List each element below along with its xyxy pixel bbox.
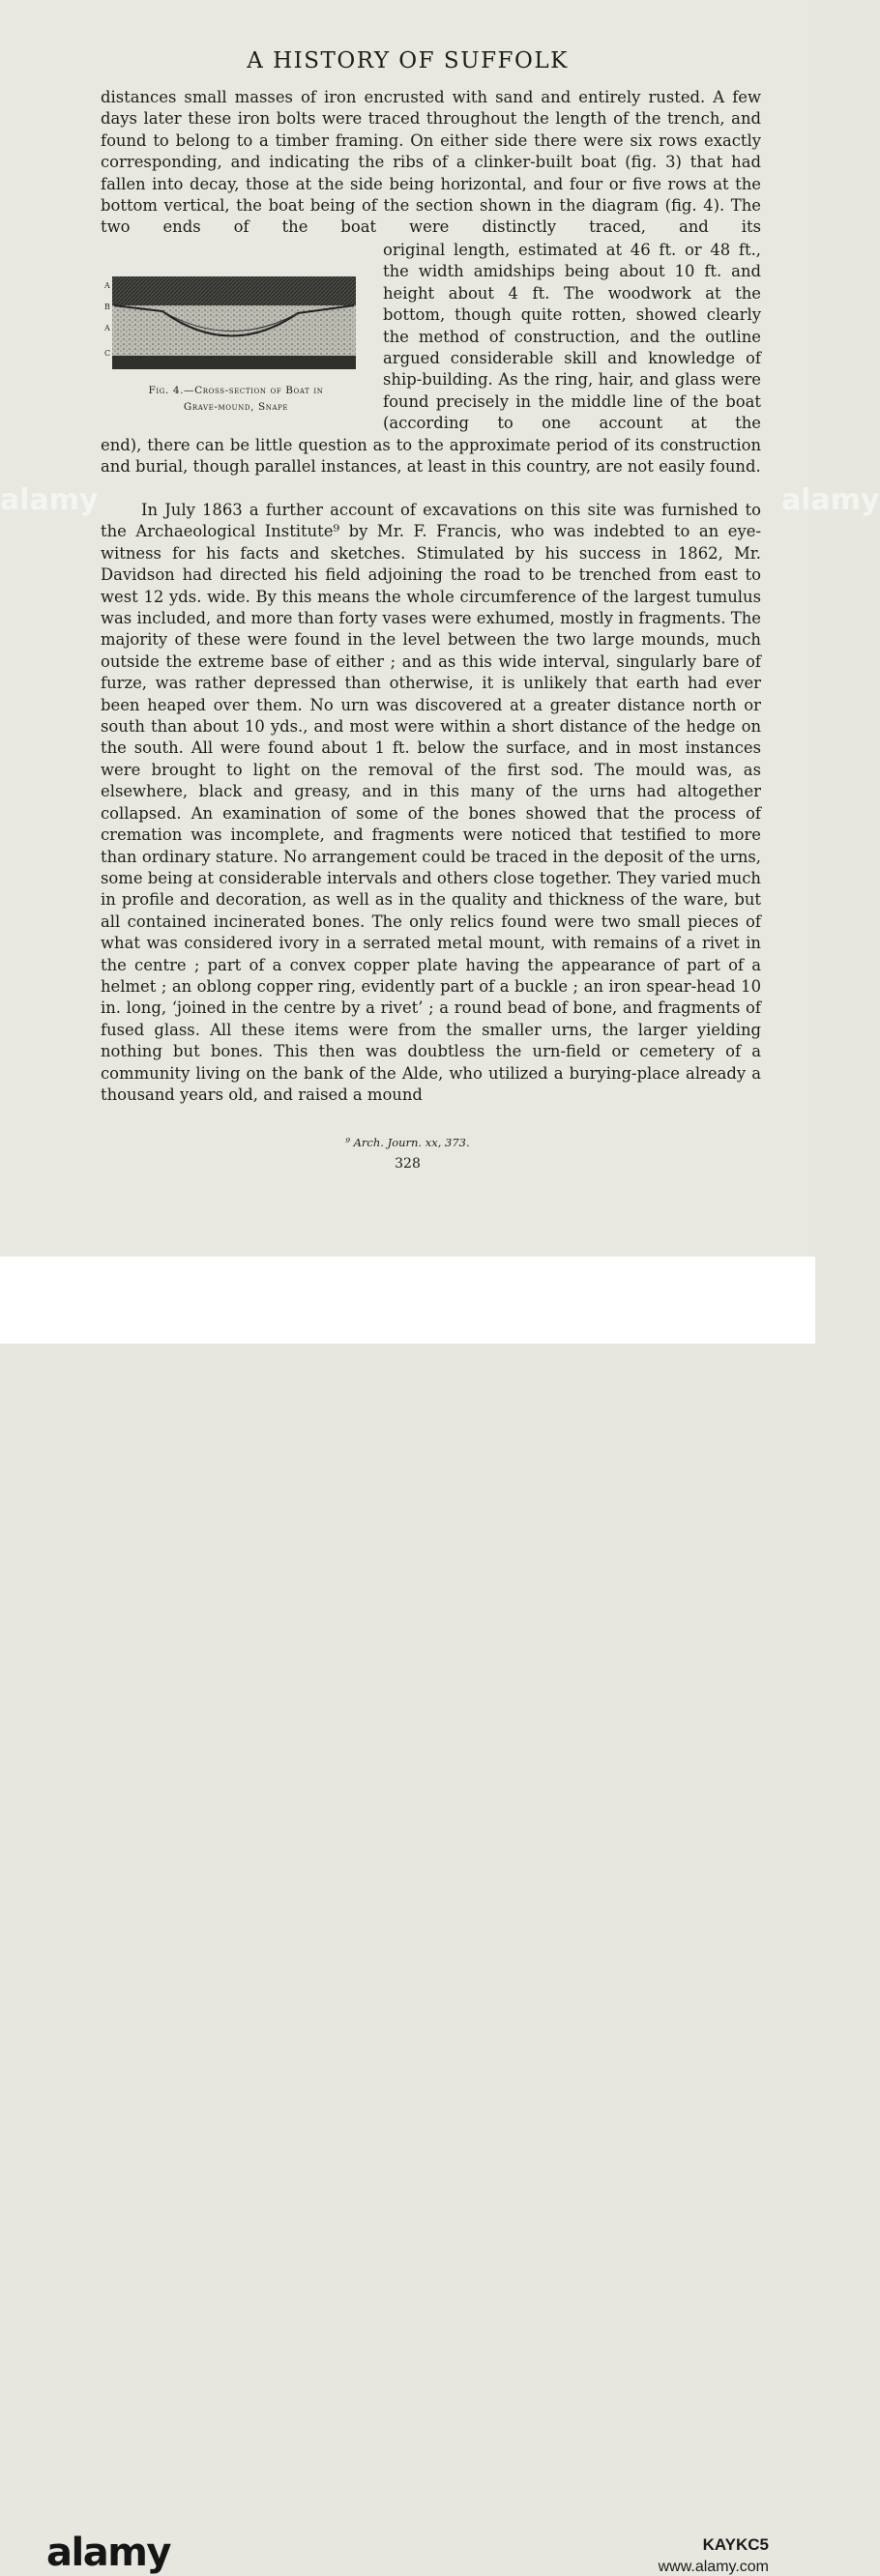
caption-line-2: Grave-mound, Snape	[183, 401, 289, 413]
stock-footer	[0, 1257, 815, 2575]
book-page	[0, 0, 880, 1257]
boat-cross-section-illustration	[104, 275, 361, 371]
paragraph-1-top: distances small masses of iron encrusted with sand and entirely rusted. A few days later these iron bolts were traced throughout the length of the trench, and found to belong to a timber framing. On either side there were six rows exactly corresponding, and indicating the ribs of a clinker-built boat (fig. 3) that had fallen into decay, those at the side being horizontal, and four or five rows at the bottom vertical, the boat being of the section shown in the diagram (fig. 4). The two ends of the boat were distinctly traced, and its	[101, 88, 761, 237]
caption-line-1: Fig. 4.—Cross-section of Boat in	[148, 385, 324, 396]
watermark-left: alamy	[0, 483, 99, 517]
running-head: A HISTORY OF SUFFOLK	[247, 48, 569, 73]
mound-soil-layer	[112, 276, 356, 305]
paragraph-2: In July 1863 a further account of excavations on this site was furnished to the Archaeological Institute⁹ by Mr. F. Francis, who was indebted to an eye-witness for his facts and sketches. Stimulated by his success in 1862, Mr. Davidson had directed his field adjoining the road to be trenched from east to west 12 yds. wide. By this means the whole circumference of the largest tumulus was included, and more than forty vases were exhumed, mostly in fragments. The majority of these were found in the level between the two large mounds, much outside the extreme base of either ; and as this wide interval, singularly bare of furze, was rather depressed than otherwise, it is unlikely that earth had ever been heaped over them. No urn was discovered at a greater distance north or south than about 10 yds., and most were within a short distance of the hedge on the south. All were found about 1 ft. below the surface, and in most instances were brought to light on the removal of the first sod. The mould was, as elsewhere, black and greasy, and in this many of the urns had altogether collapsed. An examination of some of the bones showed that the process of cremation was incomplete, and fragments were noticed that testified to more than ordinary stature. No arrangement could be traced in the deposit of the urns, some being at considerable intervals and others close together. They varied much in profile and decoration, as well as in the quality and thickness of the ware, but all contained incinerated bones. The only relics found were two small pieces of what was considered ivory in a serrated metal mount, with remains of a rivet in the centre ; part of a convex copper plate having the appearance of part of a helmet ; an oblong copper ring, evidently part of a buckle ; an iron spear-head 10 in. long, ‘joined in the centre by a rivet’ ; a round bead of bone, and fragments of fused glass. All these items were from the smaller urns, the larger yielding nothing but bones. This then was doubtless the urn-field or cemetery of a community living on the bank of the Alde, who utilized a burying-place already a thousand years old, and raised a mound	[101, 501, 761, 1104]
alamy-logo: alamy	[46, 2531, 170, 2575]
paragraph-1-end: end), there can be little question as to the approximate period of its construction and burial, though parallel instances, at least in this country, are not easily found.	[101, 436, 761, 477]
footnote: ⁹ Arch. Journ. xx, 373.	[345, 1136, 470, 1149]
label-a-top: A	[104, 281, 110, 290]
paragraph-1-wrapped: original length, estimated at 46 ft. or 48 ft., the width amidships being about 10 ft. and height about 4 ft. The woodwork at the bottom, though quite rotten, showed clearly the method of construction, and the outline argued considerable skill and knowledge of ship-building. As the ring, hair, and glass were found precisely in the middle line of the boat (according to one account at the	[383, 241, 761, 433]
label-b: B	[104, 303, 110, 311]
site-url: www.alamy.com	[658, 2559, 769, 2575]
watermark-right: alamy	[781, 483, 880, 517]
image-id: KAYKC5	[702, 2535, 769, 2554]
figure-caption	[101, 383, 371, 416]
subsoil-layer	[112, 356, 356, 369]
boat-cross-section-figure	[104, 275, 361, 371]
label-a-bottom: A	[104, 324, 110, 333]
label-c: C	[104, 349, 111, 358]
page-number: 328	[395, 1156, 421, 1172]
